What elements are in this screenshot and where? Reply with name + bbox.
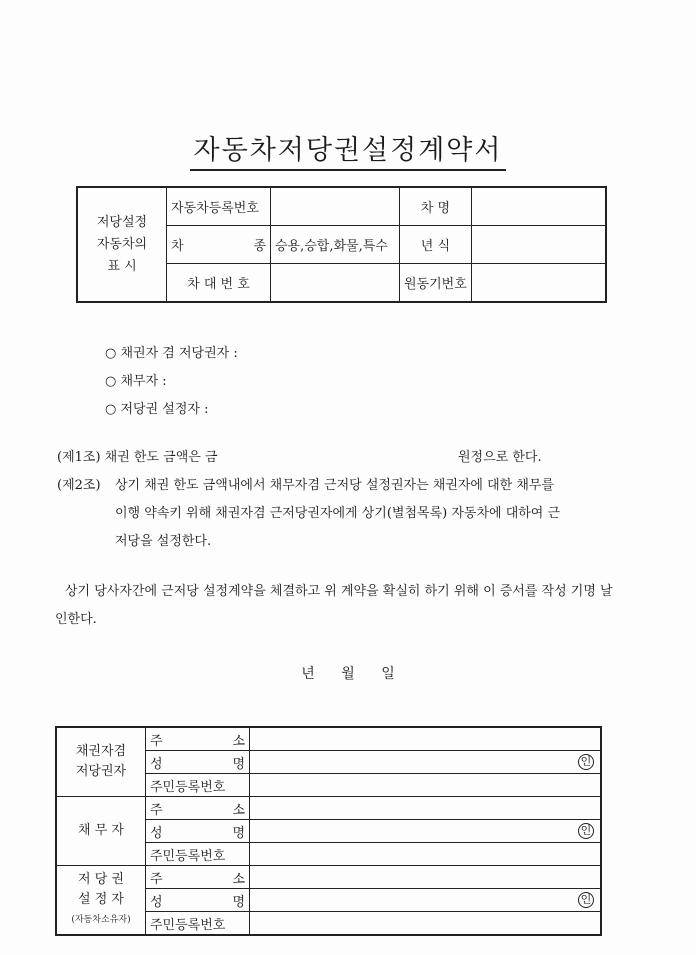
car-name-field[interactable] <box>471 187 606 226</box>
year-field[interactable] <box>471 226 606 264</box>
article-1-label: (제1조) <box>57 450 101 465</box>
rrn-label: 주민등록번호 <box>146 912 250 936</box>
mortgagor-rrn-field[interactable] <box>250 912 602 936</box>
address-label: 주 소 <box>146 727 250 751</box>
article-2-line-3: 저당을 설정한다. <box>115 534 212 549</box>
article-2-line-1: 상기 채권 한도 금액내에서 채무자겸 근저당 설정권자는 채권자에 대한 채무를 <box>115 478 555 493</box>
creditor-address-field[interactable] <box>250 727 602 751</box>
rrn-label: 주민등록번호 <box>146 843 250 866</box>
article-1 <box>57 444 218 472</box>
seal-mark: 인 <box>578 823 594 839</box>
debtor-address-field[interactable] <box>250 797 602 820</box>
engine-label: 원동기번호 <box>400 264 472 303</box>
car-name-label: 차 명 <box>400 187 472 226</box>
creditor-rrn-field[interactable] <box>250 774 602 797</box>
address-label: 주 소 <box>146 866 250 889</box>
reg-no-label: 자동차등록번호 <box>167 187 271 226</box>
name-label: 성 명 <box>146 889 250 912</box>
creditor-group-label: 채권자겸 저당권자 <box>56 727 146 797</box>
article-1-text: 채권 한도 금액은 금 <box>104 450 218 465</box>
mortgagor-group-label: 저 당 권 설 정 자 (자동차소유자) <box>56 866 146 936</box>
type-label: 차 종 <box>167 226 271 264</box>
reg-no-field[interactable] <box>271 187 400 226</box>
debtor-group-label: 채 무 자 <box>56 797 146 866</box>
vehicle-info-table <box>76 186 607 303</box>
debtor-rrn-field[interactable] <box>250 843 602 866</box>
debtor-name-field[interactable] <box>250 820 602 843</box>
address-label: 주 소 <box>146 797 250 820</box>
year-label: 년 식 <box>400 226 472 264</box>
date-line <box>0 663 696 683</box>
article-2 <box>115 472 610 556</box>
creditor-name-field[interactable] <box>250 751 602 774</box>
mortgagor-line: ○ 저당권 설정자 : <box>105 396 238 424</box>
chassis-label: 차 대 번 호 <box>167 264 271 303</box>
document-title: 자동차저당권설정계약서 <box>0 128 696 167</box>
vehicle-section-label: 저당설정 자동차의 표 시 <box>77 187 167 302</box>
article-1-tail: 원정으로 한다. <box>458 450 542 465</box>
article-2-label: (제2조) <box>57 478 101 493</box>
seal-mark: 인 <box>578 892 594 908</box>
article-2-line-2: 이행 약속키 위해 채권자겸 근저당권자에게 상기(별첨목록) 자동차에 대하여 근 <box>115 506 561 521</box>
debtor-line: ○ 채무자 : <box>105 368 238 396</box>
date-year: 년 <box>301 666 315 682</box>
name-label: 성 명 <box>146 751 250 774</box>
closing-statement: 상기 당사자간에 근저당 설정계약을 체결하고 위 계약을 확실히 하기 위해 이 증서를 작성 기명 날인한다. <box>55 584 613 627</box>
rrn-label: 주민등록번호 <box>146 774 250 797</box>
name-label: 성 명 <box>146 820 250 843</box>
chassis-field[interactable] <box>271 264 400 303</box>
seal-mark: 인 <box>578 754 594 770</box>
date-day: 일 <box>381 666 395 682</box>
mortgagor-address-field[interactable] <box>250 866 602 889</box>
signature-table <box>55 726 602 936</box>
type-value: 승용,승합,화물,특수 <box>271 226 400 264</box>
engine-field[interactable] <box>471 264 606 303</box>
mortgagor-note: (자동차소유자) <box>71 915 131 925</box>
creditor-line: ○ 채권자 겸 저당권자 : <box>105 340 238 368</box>
date-month: 월 <box>341 666 355 682</box>
parties-list <box>105 340 238 424</box>
mortgagor-name-field[interactable] <box>250 889 602 912</box>
